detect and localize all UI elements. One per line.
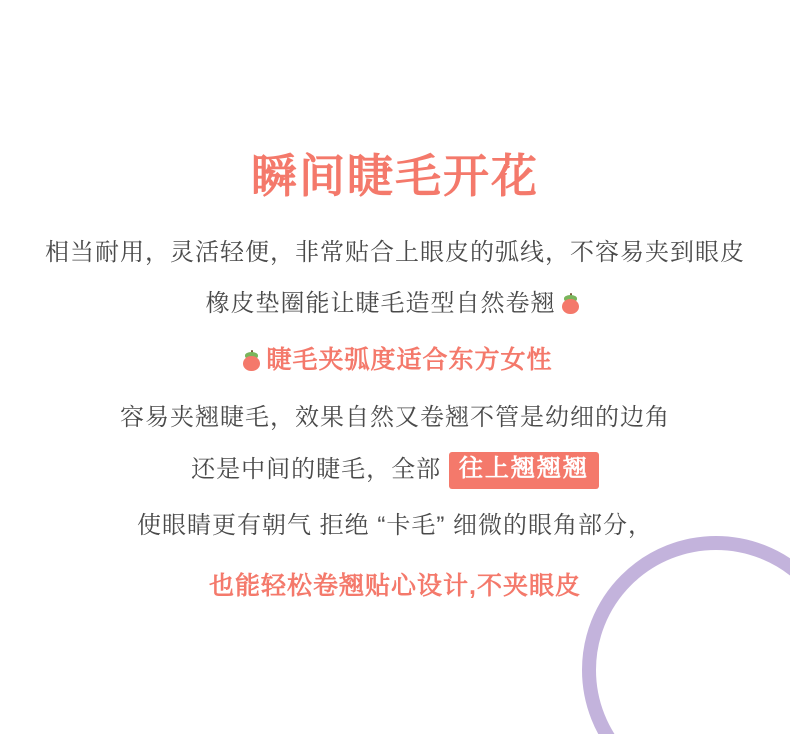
highlight-badge: 往上翘翘翘 (449, 452, 599, 489)
closing-statement: 也能轻松卷翘贴心设计,不夹眼皮 (209, 571, 581, 600)
description-line-4-prefix: 还是中间的睫毛，全部 (191, 455, 442, 483)
peach-icon (561, 295, 580, 314)
description-line-5: 使眼睛更有朝气 拒绝 “卡毛” 细微的眼角部分， (137, 511, 653, 539)
description-line-3: 容易夹翘睫毛，效果自然又卷翘不管是幼细的边角 (120, 404, 670, 432)
description-line-4 (0, 451, 790, 489)
page-title: 瞬间睫毛开花 (251, 150, 539, 202)
description-line-2 (0, 285, 790, 322)
peach-icon (242, 352, 261, 371)
section-subheading-text: 睫毛夹弧度适合东方女性 (266, 345, 553, 374)
description-line-2-text: 橡皮垫圈能让睫毛造型自然卷翘 (205, 289, 556, 317)
section-subheading (0, 342, 790, 380)
description-line-1: 相当耐用，灵活轻便，非常贴合上眼皮的弧线，不容易夹到眼皮 (45, 238, 745, 266)
